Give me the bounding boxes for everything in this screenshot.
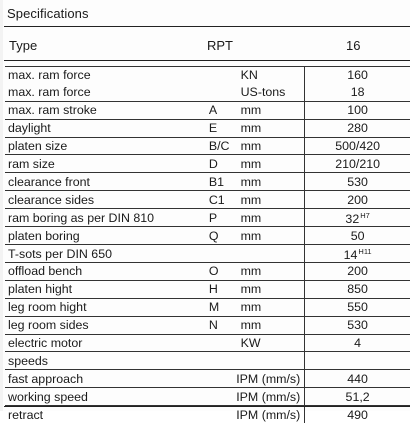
row-value: 50 [305, 227, 410, 245]
table-row [5, 119, 410, 137]
empty-cell [241, 352, 305, 370]
row-value: 100 [305, 101, 410, 119]
row-value: 490 [305, 406, 410, 423]
row-symbol: B/C [209, 137, 241, 155]
row-value: 200 [305, 263, 410, 281]
table-header [0, 38, 410, 54]
row-unit: IPM (mm/s) [209, 406, 305, 423]
scan-edge [0, 0, 3, 411]
table-row [5, 155, 410, 173]
model-label: RPT [207, 38, 233, 53]
row-unit: mm [241, 173, 305, 191]
title-rule [4, 26, 410, 27]
table-row [5, 209, 410, 227]
row-value: 440 [305, 370, 410, 388]
row-value: 530 [305, 173, 410, 191]
table-row [5, 84, 410, 101]
row-symbol: N [209, 316, 241, 334]
row-value: 4 [305, 334, 410, 352]
table-row [5, 245, 410, 263]
row-label: max. ram force [5, 67, 209, 84]
row-symbol: E [209, 119, 241, 137]
row-unit: mm [241, 280, 305, 298]
row-label: max. ram stroke [5, 101, 209, 119]
table-row [5, 227, 410, 245]
row-symbol: B1 [209, 173, 241, 191]
row-symbol: C1 [209, 191, 241, 209]
spec-table [5, 66, 410, 423]
row-value: 500/420 [305, 137, 410, 155]
row-label: platen boring [5, 227, 209, 245]
table-row [5, 316, 410, 334]
row-label: fast approach [5, 370, 209, 388]
table-row [5, 263, 410, 281]
row-symbol: D [209, 155, 241, 173]
row-symbol: M [209, 298, 241, 316]
row-unit: KN [241, 67, 305, 84]
row-label: T-sots per DIN 650 [5, 245, 209, 263]
header-rule [4, 60, 410, 61]
row-unit: mm [241, 263, 305, 281]
tolerance-class: H11 [358, 247, 372, 257]
row-symbol [209, 245, 241, 263]
table-row [5, 137, 410, 155]
table-row [5, 67, 410, 84]
row-symbol: Q [209, 227, 241, 245]
row-value: 14 [343, 248, 358, 263]
row-value: 18 [305, 84, 410, 101]
row-label: clearance sides [5, 191, 209, 209]
row-label: leg room sides [5, 316, 209, 334]
row-symbol [209, 334, 241, 352]
row-label: platen size [5, 137, 209, 155]
row-unit: mm [241, 298, 305, 316]
row-unit [241, 245, 305, 263]
row-symbol: A [209, 101, 241, 119]
row-value: 160 [305, 67, 410, 84]
bottom-rule [4, 406, 410, 407]
row-unit: IPM (mm/s) [209, 388, 305, 406]
row-value: 32 [345, 212, 360, 227]
page-title: Specifications [7, 6, 89, 21]
row-value: 210/210 [305, 155, 410, 173]
table-row [5, 406, 410, 423]
table-row [5, 280, 410, 298]
row-value-cell [305, 209, 410, 227]
table-row [5, 101, 410, 119]
empty-cell [305, 352, 410, 370]
table-row [5, 173, 410, 191]
row-symbol: H [209, 280, 241, 298]
row-label: retract [5, 406, 209, 423]
row-unit: KW [241, 334, 305, 352]
row-label: ram size [5, 155, 209, 173]
row-label: clearance front [5, 173, 209, 191]
table-row [5, 370, 410, 388]
row-unit: mm [241, 191, 305, 209]
row-label: leg room hight [5, 298, 209, 316]
table-row [5, 388, 410, 406]
row-unit: mm [241, 119, 305, 137]
row-value: 550 [305, 298, 410, 316]
row-symbol: O [209, 263, 241, 281]
row-value: 850 [305, 280, 410, 298]
row-value-cell [305, 245, 410, 263]
type-label: Type [9, 38, 38, 53]
empty-cell [209, 352, 241, 370]
tolerance-class: H7 [360, 211, 370, 221]
row-unit: mm [241, 316, 305, 334]
row-symbol: P [209, 209, 241, 227]
model-size: 16 [346, 38, 361, 53]
row-symbol [209, 67, 241, 84]
row-unit: IPM (mm/s) [209, 370, 305, 388]
row-label: platen hight [5, 280, 209, 298]
row-unit: US-tons [240, 85, 286, 100]
speeds-heading-row [5, 352, 410, 370]
row-unit: mm [241, 101, 305, 119]
table-row [5, 334, 410, 352]
row-label: offload bench [5, 263, 209, 281]
speeds-heading: speeds [5, 352, 209, 370]
row-value: 280 [305, 119, 410, 137]
row-label: working speed [5, 388, 209, 406]
row-unit: mm [241, 227, 305, 245]
row-unit: mm [241, 137, 305, 155]
row-value: 200 [305, 191, 410, 209]
row-label: ram boring as per DIN 810 [5, 209, 209, 227]
table-row [5, 191, 410, 209]
table-row [5, 298, 410, 316]
row-label: daylight [5, 119, 209, 137]
row-label: max. ram force [8, 85, 91, 100]
row-symbol [209, 84, 241, 101]
row-value: 530 [305, 316, 410, 334]
row-unit: mm [241, 209, 305, 227]
row-value: 51,2 [305, 388, 410, 406]
row-label: electric motor [5, 334, 209, 352]
row-unit: mm [241, 155, 305, 173]
